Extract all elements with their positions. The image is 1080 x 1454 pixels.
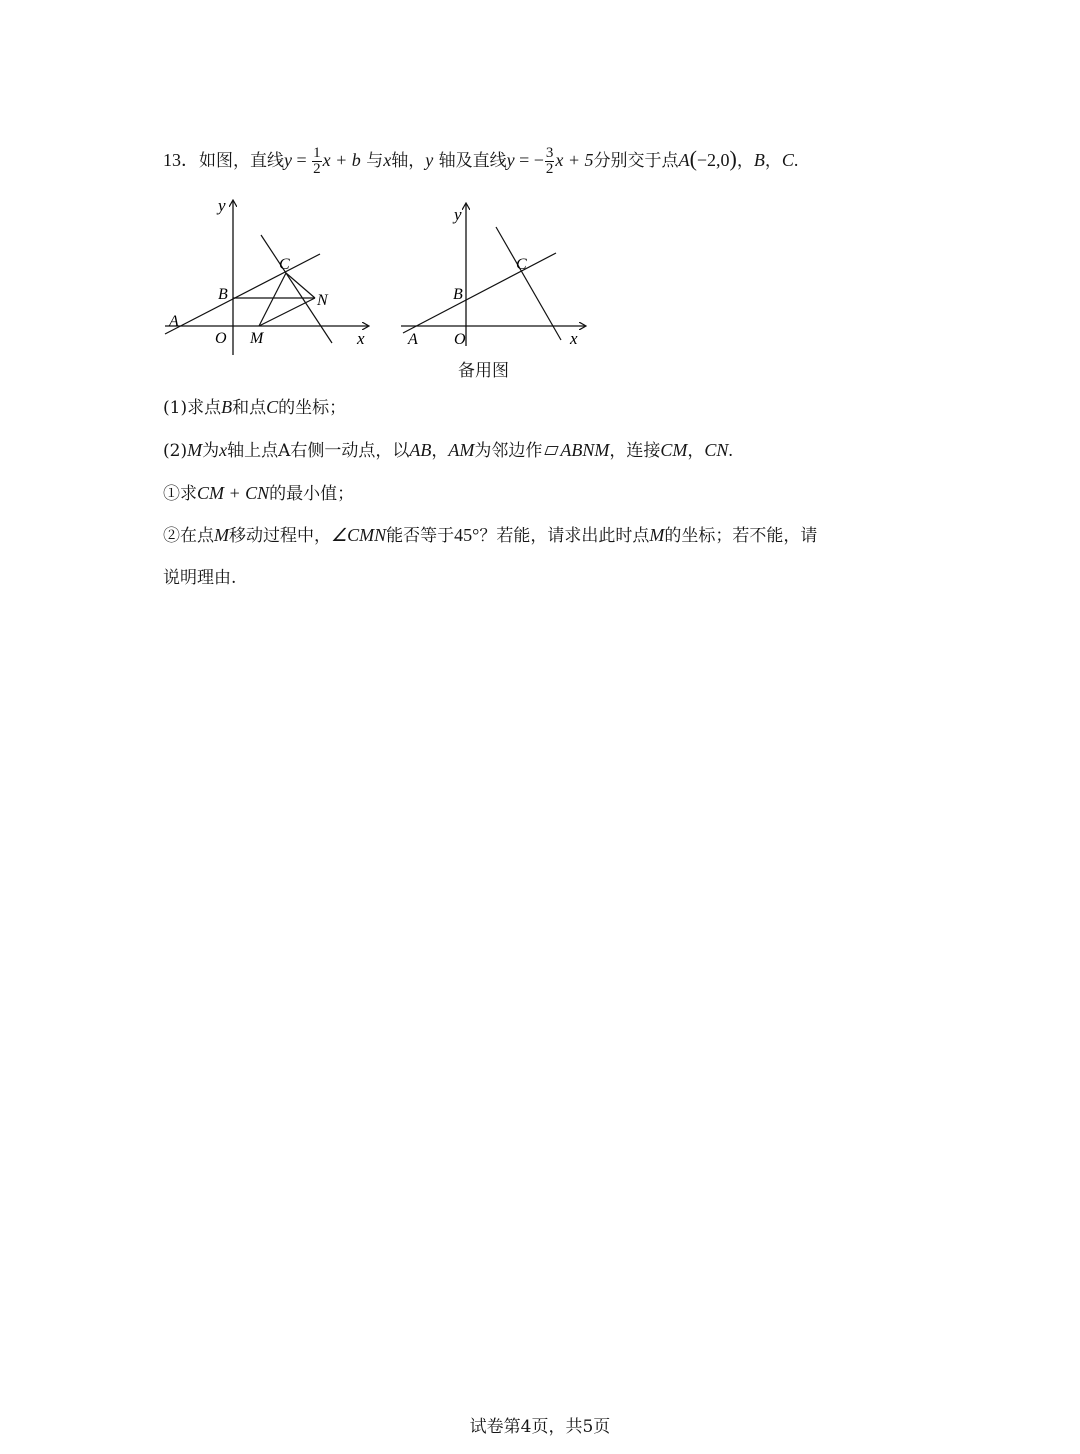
part-2: (2)M为x轴上点A右侧一动点，以AB，AM为邻边作 ABNM，连接CM，CN.: [163, 440, 733, 461]
part-2-2-continued: 说明理由.: [163, 568, 237, 588]
part-1: (1)求点B和点C的坐标；: [163, 397, 347, 418]
spare-label-c: C: [516, 256, 527, 273]
label-n: N: [317, 292, 328, 309]
parallelogram-icon: [545, 446, 559, 455]
main-figure: [160, 195, 380, 355]
spare-label-o: O: [454, 331, 466, 348]
spare-label-b: B: [453, 286, 463, 303]
part-2-2: ②在点M移动过程中，∠CMN能否等于45°？若能，请求出此时点M的坐标；若不能，请: [163, 525, 818, 546]
segment-mn: [259, 298, 315, 326]
spare-label-x: x: [570, 329, 578, 348]
spare-line-c-steep: [496, 227, 561, 340]
line-abc: [165, 254, 320, 334]
label-a: A: [169, 313, 179, 330]
segment-cm: [259, 273, 286, 326]
question-number: 13．: [163, 150, 199, 170]
label-x: x: [357, 329, 365, 348]
page-footer: 试卷第4页，共5页: [469, 1417, 611, 1437]
label-o: O: [215, 330, 227, 347]
line-c-steep: [261, 235, 332, 343]
spare-label-a: A: [408, 331, 418, 348]
spare-line-abc: [403, 253, 556, 333]
part-2-1: ①求CM + CN的最小值；: [163, 483, 355, 504]
label-b: B: [218, 286, 228, 303]
label-c: C: [279, 256, 290, 273]
fraction-three-halves: $\frac{3}{2}$: [545, 145, 554, 177]
label-y: y: [218, 196, 226, 215]
fraction-one-half: $\frac{1}{2}$: [313, 145, 321, 177]
spare-figure: [398, 200, 598, 350]
question-stem: 13．如图，直线y = $\frac{1}{2}$ x + b 与x轴，y 轴及直线y = − $\frac{3}{2}$ x + 5分别交于点A(−2,0)，B，C.: [163, 145, 799, 177]
label-m: M: [250, 330, 264, 347]
spare-label-y: y: [454, 205, 462, 224]
spare-figure-caption: 备用图: [458, 361, 509, 381]
